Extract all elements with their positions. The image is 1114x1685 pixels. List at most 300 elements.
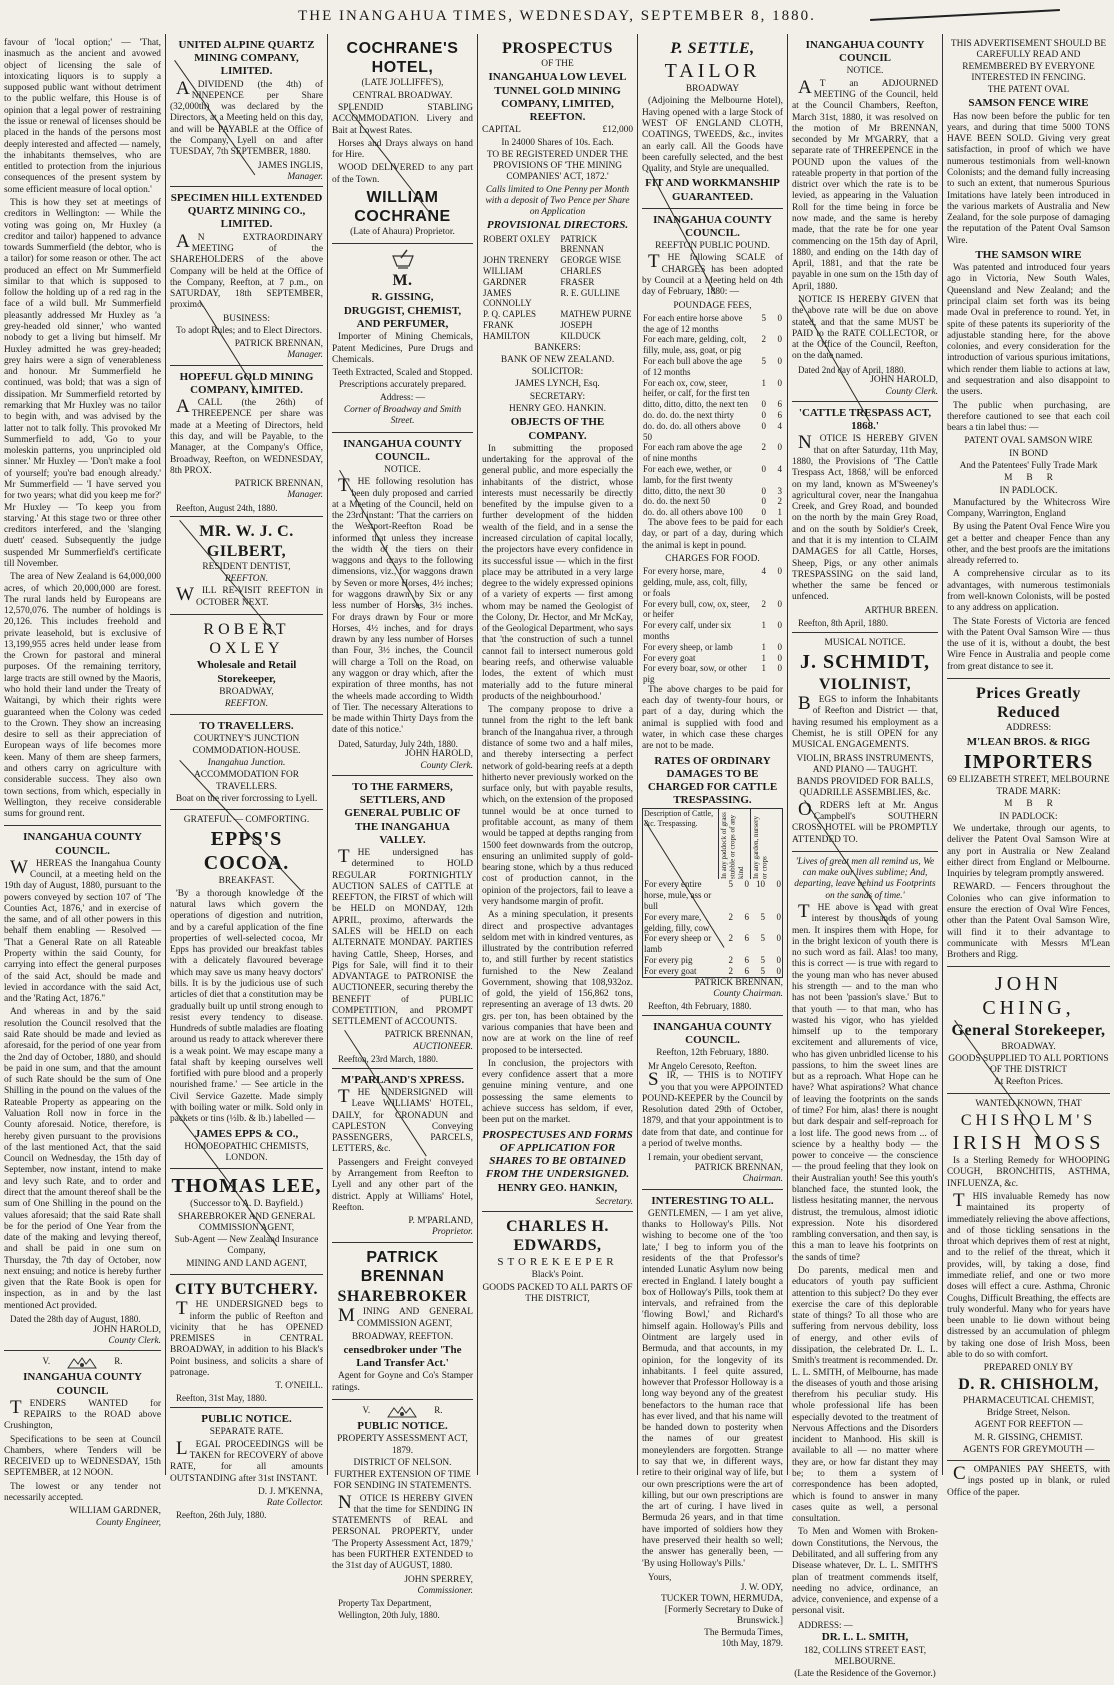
fee-pence: 4 [777, 420, 782, 431]
fee-shillings: 0 [761, 399, 766, 410]
fee-description: For each ox, cow, steer, heifer, or calf, for the first ten [643, 377, 750, 399]
notice-title: PUBLIC NOTICE. [357, 1420, 448, 1433]
fee-description: For each ram above the age of nine months [643, 442, 743, 464]
food-pence: 0 [777, 663, 782, 674]
ad-john-ching [947, 969, 1110, 1093]
fee-pence: 6 [777, 410, 782, 421]
table-row [482, 309, 633, 320]
ad-body: THE UNDERSIGNED will Leave WILLIAMS' HOTEL, DAILY, for CRONADUN and CAPLESTON Conveying PASSENGERS, PARCELS, LETTERS, &c. [332, 1086, 473, 1155]
ad-travellers [170, 717, 323, 810]
notice-body: WHEREAS the Inangahua County Council, at a meeting held on the 19th day of August, 1880, pursuant to the powers conveyed by section 107 of 'The Counties Act, 1876,' and in exercise of the same, and of all other powers in this behalf them enabling — Resolved — 'That a General Rate on all Rateable Property within the said County, for carrying into effect the general purposes of the said Act, should be made and levied in accordance with the said Act, and the 'Rating Act, 1876.'' [4, 856, 161, 1005]
food-pence: 0 [777, 566, 782, 577]
fee-pence: 4 [777, 464, 782, 475]
damage-value: 6 [744, 911, 749, 922]
notice-date: Dated 2nd day of April, 1880. [798, 364, 906, 375]
fees-title: POUNDAGE FEES, [673, 300, 752, 311]
signature-title: Commissioner. [417, 1585, 473, 1596]
ad-transfer: censedbroker under 'The Land Transfer Act.' [343, 1344, 462, 1370]
ad-address-label: ADDRESS: — [798, 1619, 853, 1630]
ad-title: INTERESTING TO ALL. [651, 1194, 774, 1207]
ad-body: Is a Sterling Remedy for WHOOPING COUGH, BRONCHITIS, ASTHMA, INFLUENZA, &c. [947, 1156, 1110, 1189]
table-row [643, 933, 783, 955]
signature-title: (Late of Ahaura) Proprietor. [350, 227, 455, 238]
signature-title: Proprietor. [431, 1227, 473, 1238]
signature-name: DR. L. L. SMITH, [821, 1631, 909, 1644]
ad-title: SPECIMEN HILL EXTENDED QUARTZ MINING CO., LIMITED. [170, 192, 323, 231]
table-row [642, 663, 783, 685]
notice-date: Dated, Saturday, July 24th, 1880. [338, 738, 458, 749]
damages-table [642, 808, 783, 977]
signature-title: County Clerk. [885, 386, 938, 397]
signature-title: County Clerk. [108, 1336, 161, 1347]
ad-title: COCHRANE'S HOTEL, [346, 40, 459, 77]
ad-body: We undertake, through our agents, to deliver the Patent Oval Samson Wire at any port in Australia or New Zealand either direct from England or Melbourne. Inquiries by telegram promptly answered. [947, 823, 1110, 880]
ad-street: 69 ELIZABETH STREET, MELBOURNE [947, 774, 1110, 785]
signature-title: Rate Collector. [266, 1498, 323, 1509]
prospectus-paragraph-4: In conclusion, the projectors with every confidence assert that a more genuine mining venture, and one possessing the same elements to achieve success has seldom, if ever, been put on the market. [482, 1058, 633, 1126]
ad-prepared: PREPARED ONLY BY [983, 1363, 1074, 1374]
secretary-label: SECRETARY: [529, 391, 586, 402]
notice-subtitle: SEPARATE RATE. [209, 1427, 284, 1438]
fee-shillings: 0 [761, 496, 766, 507]
mark-r: R [1046, 799, 1053, 810]
columns [0, 34, 1114, 1680]
notice-body: LEGAL PROCEEDINGS will be TAKEN for RECOVERY of above RATE, for all amounts OUTSTANDING after 31st INSTANT. [170, 1437, 323, 1484]
food-pence: 0 [777, 641, 782, 652]
notice-body-2: And whereas in and by the said resolution the Council resolved that the said Rate should be made and levied as aforesaid, for the period of one year from the 2nd day of October, 1880, and should be paid in one sum, and that the amount of such Rate should be the sum of One Shilling in the pound on the values of the Rateable Property as appearing on the Valuation Roll now in force in the County aforesaid. Notice, therefore, is hereby given pursuant to the provisions of the last mentioned Act, that the said Council on Wednesday, the 15th day of September, now instant, intend to make and levy such Rate, and to order and direct that the amount thereof shall be the sum of One Shilling in the pound on the values aforesaid; that the said Rate shall be for the period of One Year from the date of the making and levying thereof, and shall be paid in one sum on Thursday, the 7th day of October, now next ensuing; and notice is hereby further given that the Rate Book is open for inspection, as in and by the last mentioned Act provided. [4, 1007, 161, 1311]
ad-body-2: Was patented and introduced four years ago in Victoria, New South Wales, Queensland and New Zealand; and the principal claim set forth was its being made Oval in preference to round. Yet, in spite of these patents its superiority of the adjustable standing here, for the above colonies, and every consideration for the introduction of various spurious imitations, which render them liable to actions at law, and sequestration and also disappoint to the users. [947, 263, 1110, 398]
food-pence: 0 [777, 620, 782, 631]
ad-subtitle: STOREKEEPER [497, 1256, 618, 1269]
notice-title: 'CATTLE TRESPASS ACT, 1868.' [798, 407, 932, 433]
notice-separate-rate-meeting [792, 36, 938, 402]
ad-title: EPPS'S COCOA. [203, 828, 290, 875]
ad-maker: D. R. CHISHOLM, [958, 1376, 1099, 1394]
prospectus-footer: PROSPECTUSES AND FORMS OF APPLICATION FOR SHARES TO BE OBTAINED FROM THE UNDERSIGNED. [482, 1128, 633, 1181]
fee-pence: 0 [777, 442, 782, 453]
ad-subtitle: COURTNEY'S JUNCTION COMMODATION-HOUSE. [192, 734, 301, 756]
notice-poundkeeper [642, 1018, 783, 1190]
signature-name: JOHN HAROLD, [93, 1324, 161, 1335]
director-name: WILLIAM GARDNER [483, 266, 527, 287]
signature-name: WILLIAM COCHRANE [354, 188, 451, 226]
notice-title: INANGAHUA COUNTY COUNCIL. [23, 831, 142, 857]
director-name: JOHN TRENERY [483, 255, 550, 266]
fee-shillings: 1 [761, 377, 766, 388]
ad-cochranes-hotel [332, 36, 473, 244]
bankers: BANK OF NEW ZEALAND. [500, 354, 615, 365]
ad-dr-smith [792, 854, 938, 1685]
notice-salutation: Mr Angelo Ceresoto, Reefton. [648, 1060, 757, 1071]
director-name: R. E. GULLINE [560, 287, 620, 298]
notice-subtitle: NOTICE. [384, 464, 421, 475]
ad-holloway-letter [642, 1192, 783, 1654]
ad-body: BEGS to inform the Inhabitants of Reefton and District — that, having resumed his employment as a Chemist, he is still OPEN for any MUSICAL ENGAGEMENTS. [792, 693, 938, 751]
signature-name: J. W. ODY, [740, 1582, 783, 1593]
damages-col-desc: Description of Cattle, &c. Trespassing. [643, 809, 719, 880]
notice-separate-rate [170, 1410, 323, 1524]
ad-charles-edwards [482, 1214, 633, 1309]
signature-line-3: The Bermuda Times, [704, 1627, 783, 1638]
damage-value: 6 [744, 933, 749, 944]
fee-description: do. do. do. the next thirty [643, 410, 734, 421]
ad-prescriptions: Prescriptions accurately prepared. [338, 380, 467, 391]
signature-title: County Chairman. [713, 988, 783, 999]
table-row [643, 879, 783, 911]
trade-mark-letters [947, 473, 1110, 484]
notice-body: NOTICE IS HEREBY GIVEN that on after Saturday, 11th May, 1880, the Provisions of 'The Cattle Trespass Act, 1868,' will be enforced on my land, known as M'Sweeney's agricultural cover, near the Inangahua Creek, and Grey Road, and bounded on the north by the main Grey Road, and on the south by Soldier's Creek, and that it is my intention to CLAIM DAMAGES for all Cattle, Horses, Sheep, Pigs, or any other animals TRESPASSING on the said land, whether the same be fenced or unfenced. [792, 432, 938, 603]
ad-padlock: IN PADLOCK: [999, 811, 1058, 822]
notice-body-2: Specifications to be seen at Council Chambers, where Tenders will be RECEIVED up to WEDNESDAY, 15th SEPTEMBER, at 12 NOON. [4, 1434, 161, 1479]
notice-subtitle: REEFTON PUBLIC POUND. [655, 241, 770, 252]
fee-description: ditto, ditto, ditto, the next ten [643, 399, 748, 410]
damage-description: For every pig [644, 954, 693, 965]
column-2 [165, 34, 327, 1521]
column-7 [942, 34, 1114, 1498]
ad-body: ACALL (the 26th) of THREEPENCE per share was made at a Meeting of Directors, held this day, and will be Payable, to the Manager, at the Company's Office, Broadway, Reefton, on WEDNESDAY, 8th PROX. [170, 396, 323, 476]
table-row [482, 266, 633, 288]
fee-shillings: 0 [761, 464, 766, 475]
ad-label-1: PATENT OVAL SAMSON WIRE [964, 436, 1093, 447]
masthead-title: THE INANGAHUA TIMES, WEDNESDAY, SEPTEMBER 8, 1880. [298, 8, 816, 24]
ad-title: UNITED ALPINE QUARTZ MINING COMPANY, LIMITED. [178, 39, 315, 78]
ad-date: Reefton, August 24th, 1880. [176, 502, 278, 513]
ad-subtitle: (LATE JOLLIFFE'S), [361, 78, 444, 89]
notice-date: Wellington, 20th July, 1880. [338, 1609, 440, 1620]
ad-patrick-brennan [332, 1245, 473, 1400]
ad-title: SAMSON FENCE WIRE [968, 97, 1089, 110]
business-text: To adopt Rules; and to Elect Directors. [176, 325, 322, 336]
fee-description: ditto, ditto, the next 30 [643, 485, 725, 496]
ad-subtitle: BREAKFAST. [218, 876, 275, 887]
notice-body-2: NOTICE IS HEREBY GIVEN that the above rate will be due on above stated, and that the same MUST be PAID to the RATE COLLECTOR, or at the Office of the Council, Reefton, on the date named. [792, 295, 938, 362]
table-row [642, 399, 783, 410]
ad-street: Bridge Street, Nelson. [986, 1407, 1071, 1418]
table-row [642, 486, 783, 497]
food-shillings: 1 [761, 620, 766, 631]
ad-initial: M. [392, 271, 413, 289]
food-shillings: 1 [761, 663, 766, 674]
crest-icon [384, 1405, 420, 1419]
signature-title: Manager. [287, 350, 323, 361]
ad-title: CITY BUTCHERY. [174, 1281, 319, 1299]
ad-title: MR. W. J. C. GILBERT, [199, 523, 294, 560]
ad-body-3: To Men and Women with Broken-down Constitutions, the Nervous, the Debilitated, and all suffering from any Disease whatever, Dr. L. L. SMITH'S plan of treatment commends itself, needing no advice, ordinance, an advice, convenience, and expense of a personal visit. [792, 1527, 938, 1617]
ad-pay-sheets [947, 1463, 1110, 1504]
fee-pence: 0 [777, 356, 782, 367]
ad-agent-label: AGENT FOR REEFTON — [974, 1420, 1083, 1431]
table-row [642, 507, 783, 518]
prospectus-calls: Calls limited to One Penny per Month with a deposit of Two Pence per Share on Application [485, 184, 630, 218]
bankers-label: BANKERS: [534, 342, 581, 353]
signature-title: Manager. [287, 490, 323, 501]
notice-title: INANGAHUA COUNTY COUNCIL [23, 1371, 142, 1397]
food-description: For every bull, cow, ox, steer, or heifer [643, 598, 750, 620]
fee-description: do. do. the next 50 [643, 496, 710, 507]
fee-pence: 0 [777, 312, 782, 323]
royal-arms [363, 1405, 443, 1419]
signature-address: 182, COLLINS STREET EAST, MELBOURNE. [803, 1645, 927, 1667]
fee-pence: 1 [777, 507, 782, 518]
notice-title: INANGAHUA COUNTY COUNCIL. [343, 437, 462, 463]
ad-line-1: SPLENDID STABLING ACCOMMODATION. Livery and Bait at Lowest Rates. [332, 102, 473, 136]
directors-table [482, 234, 633, 342]
table-row [642, 410, 783, 421]
prospectus-paragraph-3: As a mining speculation, it presents direct and prospective advantages seldom met with in kindred ventures, as illustrated by the contribution referred to, and still further by recent statistics furnished to the New Zealand Government, showing that 108,932oz. of gold, the yield of 156,862 tons, representing an average of 13 dwts. 20 grs. per ton, has been obtained by the various companies that have been and now are at work on the line of reef proposed to be intersected. [482, 910, 633, 1056]
food-description: For every calf, under six months [643, 620, 732, 641]
ad-line-2: BANDS PROVIDED FOR BALLS, QUADRILLE ASSEMBLIES, &c. [796, 777, 934, 799]
signature-name: D. J. M'KENNA, [258, 1486, 323, 1497]
signature-line-2: [Formerly Secretary to Duke of Brunswick.] [664, 1605, 783, 1627]
ad-body: THE undersigned has determined to HOLD REGULAR FORTNIGHTLY AUCTION SALES of CATTLE at REEFTON, the FIRST of which will be HELD on MONDAY, 12th APRIL, proximo, afterwards the SALES will be HELD on each ALTERNATE MONDAY. PARTIES having Cattle, Sheep, Horses, and Pigs for Sale, will find it to their ADVANTAGE to PATRONISE the AUCTIONEER, securing thereby the BENEFIT of PUBLIC COMPETITION, and PROMPT SETTLEMENT of ACCOUNTS. [332, 845, 473, 1028]
signature-name: JAMES INGLIS, [257, 160, 323, 171]
ad-patent: THE PATENT OVAL [987, 85, 1070, 96]
notice-date: Reefton, 12th February, 1880. [656, 1048, 769, 1059]
ad-agents-2: AGENTS FOR GREYMOUTH — [962, 1444, 1095, 1455]
damage-value: 5 [760, 954, 765, 965]
notice-body-3: The lowest or any tender not necessarily accepted. [4, 1481, 161, 1504]
food-description: For every goat [643, 652, 696, 663]
food-description: For every boar, sow, or other pig [643, 663, 747, 685]
damage-value: 6 [744, 954, 749, 965]
mark-m: M [1004, 473, 1013, 484]
ad-title: CHARLES H. EDWARDS, [506, 1217, 609, 1254]
damages-col-garden: In any garden, nursery or crops [751, 816, 768, 880]
ad-line-3: ORDERS left at Mr. Angus Campbell's SOUTHERN CROSS HOTEL will be PROMPTLY ATTENDED TO. [792, 798, 938, 845]
ad-label: MUSICAL NOTICE. [824, 637, 906, 648]
royal-v: V. [42, 1356, 51, 1367]
notice-title: INANGAHUA COUNTY COUNCIL [805, 39, 925, 65]
notice-subtitle: NOTICE. [846, 66, 884, 77]
royal-arms [43, 1356, 123, 1370]
notice-date: Reefton, 26th July, 1880. [176, 1510, 267, 1521]
ad-title-2: THE SAMSON WIRE [975, 248, 1082, 261]
ad-street: BROADWAY [685, 84, 740, 95]
ad-body: MINING AND GENERAL COMMISSION AGENT, [338, 1305, 473, 1329]
signature-name: PATRICK BRENNAN, [694, 1163, 783, 1174]
ad-maker-sub: HOMOEOPATHIC CHEMISTS, LONDON. [184, 1141, 309, 1164]
ad-title: ROBERT OXLEY [203, 620, 290, 658]
ad-guarantee: FIT AND WORKMANSHIP GUARANTEED. [645, 177, 780, 203]
table-row [642, 599, 783, 621]
notice-date: Reefton, 4th February, 1880. [648, 1001, 752, 1012]
table-row [642, 653, 783, 664]
ad-title: J. SCHMIDT, [799, 651, 931, 673]
ad-place: REEFTON. [224, 574, 269, 585]
ad-line-1: SHAREBROKER AND GENERAL COMMISSION AGENT, [178, 1211, 315, 1233]
director-name: ROBERT OXLEY [483, 233, 551, 244]
notice-cattle-trespass [792, 404, 938, 633]
notice-department: Property Tax Department, [338, 1598, 432, 1609]
fee-shillings: 5 [761, 312, 766, 323]
notice-extension: FURTHER EXTENSION OF TIME FOR SENDING IN STATEMENTS. [333, 1470, 472, 1492]
ad-hopeful-gold [170, 368, 323, 518]
ad-body: GOODS PACKED TO ALL PARTS OF THE DISTRICT, [482, 1282, 633, 1304]
ad-body: GENTLEMEN, — I am yet alive, thanks to Holloway's Pills. Not wishing to become one of the 'too late,' I beg to inform you of the residents of the that Professor's intended Lunatic Asylum now being erected in England. I lately bought a box of Holloway's Pills, took them at intervals, and refrained from the 'flowing Bowl,' and Richard's himself again. Holloway's Pills and Ointment are largely used in Bermuda, and that accounts, in my opinion, for the longevity of its inhabitants. I feel quite assured, however that Professor Holloway is a long way beyond any of the greatest benefactors to the human race that has ever lived, and that his name will be handed down to posterity when the names of our greatest moneylenders are forgotten. Strange to say that we, in different ways, retire to their original way of life, but our own prescriptions were the art of killing, but our own prescriptions are the art of curing. I have lived in Bermuda 26 years, and in that time have imported of soldiers how they have preserved their health so well; the answer has generally been, — 'By using Holloway's Pills.' [642, 1208, 783, 1569]
damage-description: For every entire horse, mule, ass or bull [644, 879, 712, 911]
letter-close: Yours, [648, 1571, 672, 1582]
notice-date: Reefton, 8th April, 1880. [798, 617, 888, 628]
ad-title: Prices Greatly Reduced [976, 685, 1081, 722]
table-row [642, 378, 783, 400]
directors-title: PROVISIONAL DIRECTORS. [486, 219, 629, 232]
column-4 [477, 34, 637, 1475]
ad-title: DRUGGIST, CHEMIST, AND PERFUMER, [343, 304, 462, 331]
ad-maker-sub: PHARMACEUTICAL CHEMIST, [962, 1395, 1095, 1406]
notice-public-pound [642, 211, 783, 1016]
royal-r: R. [434, 1405, 443, 1416]
ad-body-2: Do parents, medical men and educators of youth pay sufficient attention to this subject? Do they ever exercise the care of this deplorable state of things? To all those who are suffering from nervous debility, loss of energy, and other evils of dissipation, the celebrated Dr. L. L. Smith's treatment is recommended. Dr. L. L. SMITH, of Melbourne, has made the diseases of youth and those arising therefrom his peculiar study. His whole professional life has been especially devoted to the treatment of Nervous Affections and the Disorders incident to Manhood. His skill is available to all — no matter where they are, or how far distant they may be; to them a system of correspondence has been adopted, which is found to answer in many cases quite as well, a personal consultation. [792, 1265, 938, 1525]
paragraph-local-option: favour of 'local option;' — 'That, inasmuch as the ancient and avowed object of licensing the sale of intoxicating liquors is to supply a supposed public want without detriment to the public welfare, this House is of opinion that a legal power of restraining the issue or renewal of licenses should be placed in the hands of the persons most deeply interested and affected — namely, the inhabitants themselves, who are entitled to protection from the injurious consequences of the present system by some efficient measure of local option.' [4, 38, 161, 195]
ad-schmidt-violinist [792, 635, 938, 852]
ad-tag: GRATEFUL — COMFORTING. [183, 815, 310, 826]
ad-mlean-bros [947, 681, 1110, 967]
ad-irish-moss [947, 1096, 1110, 1461]
damage-value: 0 [776, 933, 781, 944]
ad-settle-tailor [642, 36, 783, 209]
trade-mark-letters [947, 799, 1110, 810]
ad-cattle-auctions [332, 778, 473, 1069]
signature-name: T. O'NEILL. [275, 1381, 323, 1392]
signature-name: P. M'PARLAND, [408, 1216, 473, 1227]
fee-shillings: 0 [761, 507, 766, 518]
ad-name: R. GISSING, [371, 290, 434, 303]
damage-value: 2 [728, 954, 733, 965]
damage-value: 5 [728, 879, 733, 890]
ad-title-2: IRISH MOSS [952, 1132, 1105, 1155]
food-note: The above charges to be paid for each day of twenty-four hours, or part of a day, during which the animal is supplied with food and water, in which case these charges are not to be made. [642, 684, 783, 752]
ad-street: BROADWAY, [219, 686, 274, 697]
fee-pence: 3 [777, 485, 782, 496]
damages-title: RATES OF ORDINARY DAMAGES TO BE CHARGED FOR CATTLE TRESPASSING. [647, 754, 778, 807]
ad-firm: M'LEAN BROS. & RIGG [966, 735, 1091, 748]
table-row [482, 255, 633, 266]
ad-agent: Agent for Goyne and Co's Stamper ratings. [332, 1371, 473, 1393]
table-row [642, 442, 783, 464]
table-row [642, 566, 783, 598]
column-1 [0, 34, 165, 1528]
prospectus-capital [482, 125, 633, 136]
ad-line-3: WOOD DELIVERED to any part of the Town. [332, 163, 473, 185]
ad-reward: REWARD. — Fencers throughout the Colonies who can give information to ensure the erection of Oval Wire Fences, other than the Patent Oval Samson Wire, will find it to their advantage to communicate with Messrs M'Lean Brothers and Rigg. [947, 882, 1110, 961]
crest-icon [64, 1356, 100, 1370]
notice-title: PUBLIC NOTICE. [201, 1413, 292, 1426]
ad-body: 'By a thorough knowledge of the natural laws which govern the operations of digestion and nutrition, and by a careful application of the fine properties of well-selected cocoa, Mr Epps has provided our breakfast tables with a delicately flavoured beverage which may save us many heavy doctors' bills. It is by the judicious use of such articles of diet that a constitution may be gradually built up until strong enough to resist every tendency to disease. Hundreds of subtle maladies are floating around us ready to attack wherever there is a weak point. We may escape many a fatal shaft by keeping ourselves well fortified with pure blood and a properly nourished frame.' — See article in the Civil Service Gazette. Made simply with boiling water or milk. Sold only in packets or tins (½lb. & lb.) labelled — [170, 888, 323, 1125]
director-name: FRANK HAMILTON [483, 320, 531, 341]
ad-body: THE above is read with great interest by thousands of young men. It inspires them with Hope, for in the bright lexicon of youth there is no such word as fail. Alas! too many, this is correct — is true with regard to the young man who has never abused his strength — and to the man who has not been 'passion's slave.' But to that youth — to that man, who has wasted his vigor, who has yielded himself up to the temporary excitement and allurements of vice, who has given unbridled license to his passions, to him the sweet lines are but as a reproach. What Hope can he have? What aspirations? What chance of leaving the footprints on the sands of time? For him, alas! there is nought but dark despair and self-reproach for a lost life. The good news from ... of science by a healthy body — the power to conceive — the conscience — the proud feeling that they look on their Australian youth! See this youth's blanched face, the stunted look, the listless hesitating manner, the nervous distrust, the tremulous, almost idiotic expression. Note his disordered rambling conversation, and then say, is this a man to leave his footprints on the sands of time? [792, 900, 938, 1263]
ad-line-2: Sub-Agent — New Zealand Insurance Company, [174, 1235, 319, 1257]
ad-address-label: Address: — [379, 392, 426, 403]
ad-padlock: IN PADLOCK. [999, 485, 1058, 496]
signature-title: Chairman. [742, 1174, 783, 1185]
damages-col-paddock: In any paddock of grass stubble or crops of any kind [719, 812, 745, 880]
director-name: JAMES CONNOLLY [483, 287, 532, 309]
ad-title: PATRICK BRENNAN [360, 1248, 445, 1285]
notice-general-rate [4, 828, 161, 1351]
food-pence: 0 [777, 652, 782, 663]
ad-agent: M. R. GISSING, CHEMIST. [974, 1432, 1083, 1443]
table-row [482, 320, 633, 342]
notice-body: NOTICE IS HEREBY GIVEN that the time for SENDING IN STATEMENTS of REAL and PERSONAL PROPERTY, under 'The Property Assessment Act, 1879,' has been FURTHER EXTENDED to the 31st day of AUGUST, 1880. [332, 1491, 473, 1572]
table-row [482, 234, 633, 256]
director-name: PATRICK BRENNAN [560, 233, 604, 255]
ad-label-3: And the Patentees' Fully Trade Mark [959, 460, 1098, 471]
notice-title: INANGAHUA COUNTY COUNCIL. [653, 1020, 772, 1047]
signature-title: Manager. [287, 171, 323, 182]
fee-pence: 0 [777, 334, 782, 345]
ad-title: JOHN CHING, [982, 973, 1075, 1020]
ad-line-3: MINING AND LAND AGENT, [186, 1258, 307, 1269]
food-shillings: 1 [761, 641, 766, 652]
table-row [643, 955, 783, 966]
signature-name: WILLIAM GARDNER, [69, 1506, 161, 1517]
food-title: CHARGES FOR FOOD. [665, 553, 760, 564]
notice-body: THE following resolution has been duly proposed and carried at a Meeting of the Council, held on the 23rd instant: 'That the carriers on the Westport-Reefton Road be informed that unless they increase the width of the tiers on their waggons and drays to the following dimensions, viz., for waggons drawn by Seven or more Horses, 4½ inches; for waggons drawn by Six or any less number of Horses, 3½ inches. For drays drawn by Four or more Horses, 4½ inches, and for drays drawn by any less number of Horses than Four, 3½ inches, the Council will charge a Toll on the Road, on any waggon or dray which, after the expiration of three months, has not the wheels made according to Width of Tier. The necessary Alterations to be made within Thirty Days from the date of this notice.' [332, 475, 473, 736]
ad-body-4: By using the Patent Oval Fence Wire you get a better and cheaper Fence than any other, and the best proofs are the imitations already referred to. [947, 522, 1110, 567]
masthead [0, 8, 1114, 34]
prospectus-paragraph-2: The company propose to drive a tunnel from the right to the left bank branch of the Inangahua river, a through distance of some two and a half miles, and thereby intersecting a perfect network of gold-bearing reefs at a depth hitherto never previously worked on the surface only, but with payable results, which, on the extension of the proposed tunnel would be at once turned to profitable account, as many of them would be tapped at depths ranging from 1500 feet downwards from the outcrop, ensuring an unlimited supply of gold-bearing stone, which by a thus reduced cost of production cannot, in the opinion of the projectors, fail to leave a very handsome margin of profit. [482, 705, 633, 907]
director-name: MATHEW PURNE [560, 309, 632, 320]
damage-value: 0 [744, 879, 749, 890]
ad-street: BROADWAY. [1001, 1041, 1056, 1052]
ad-subtitle: TAILOR [664, 60, 761, 83]
food-table [642, 566, 783, 685]
solicitor: JAMES LYNCH, Esq. [515, 379, 600, 390]
ad-subtitle: VIOLINIST, [818, 676, 912, 693]
notice-act: PROPERTY ASSESSMENT ACT, 1879. [337, 1434, 468, 1456]
ad-address-label: ADDRESS: [1005, 723, 1052, 734]
ad-body: AN EXTRAORDINARY MEETING of the SHAREHOLDERS of the above Company will be held at the Office of the Company, Reefton, at 7 p.m., on SATURDAY, 18th SEPTEMBER, proximo. [170, 230, 323, 311]
table-row [643, 966, 783, 977]
ad-body-2: Passengers and Freight conveyed by Arrangement from Reefton to Lyell and any other part of the district. Apply at Williams' Hotel, Reefton. [332, 1157, 473, 1213]
ad-robert-oxley [170, 617, 323, 715]
business-label: BUSINESS: [223, 313, 270, 324]
ad-gissing-chemist [332, 246, 473, 433]
fee-description: For each mare, gelding, colt, filly, mule, ass, goat, or pig [643, 334, 747, 356]
column-3 [327, 34, 477, 1620]
signature-title: AUCTIONEER. [413, 1041, 473, 1052]
notice-waggon-tiers [332, 435, 473, 776]
table-row [642, 313, 783, 335]
ad-body-6: The State Forests of Victoria are fenced with the Patent Oval Samson Wire — thus the use of it is, without a doubt, the best Wire Fence in Australia and people come from great distance to see it. [947, 616, 1110, 672]
fees-note: The above fees to be paid for each day, or part of a day, during which the animal is kept in pound. [642, 518, 783, 551]
notice-body: THE following SCALE of CHARGES has been adopted by Council at a Meeting held on 4th day of February, 1880: — [642, 251, 783, 298]
damage-value: 6 [744, 965, 749, 976]
ad-body: THE UNDERSIGNED begs to inform the public of Reefton and vicinity that he has OPENED PREMISES in CENTRAL BROADWAY, in addition to his Black's Point business, and solicits a share of patronage. [170, 1298, 323, 1378]
ad-title: P. SETTLE, [670, 40, 755, 57]
notice-body: TENDERS WANTED for REPAIRS to the ROAD above Crushington, [4, 1396, 161, 1432]
signature-note: (Late the Residence of the Governor.) [794, 1669, 936, 1680]
ad-subtitle: SHAREBROKER [337, 1288, 468, 1306]
royal-r: R. [114, 1356, 123, 1367]
masthead-scribble [870, 9, 1060, 21]
table-row [642, 421, 783, 443]
notice-district: DISTRICT OF NELSON. [353, 1457, 452, 1468]
ad-body: Has now been before the public for ten years, and during that time 5000 TONS HAVE BEEN SOLD. Giving very great satisfaction, in proof of which we have numerous testimonials from well-known Colonists; and the demand fully increasing to such an extent, that numerous Spurious Imitations have lately been introduced in the various markets of Australia and New Zealand, for the sole purpose of damaging the reputation of the Patent Oval Samson Wire. [947, 111, 1110, 246]
ad-specimen-hill [170, 189, 323, 366]
ad-title: HOPEFUL GOLD MINING COMPANY, LIMITED. [179, 370, 314, 396]
notice-title: INANGAHUA COUNTY COUNCIL. [653, 213, 772, 239]
ad-maker: JAMES EPPS & CO., [194, 1127, 299, 1140]
ad-body-3: The public when purchasing, are therefore cautioned to see that each coil bears a tin label thus: — [947, 400, 1110, 434]
signature-line-1: TUCKER TOWN, HERMUDA, [660, 1593, 783, 1604]
ad-subtitle: (Successor to A. D. Bayfield.) [190, 1199, 303, 1210]
damage-value: 0 [776, 965, 781, 976]
fee-shillings: 0 [761, 420, 766, 431]
ad-teeth: Teeth Extracted, Scaled and Stopped. [332, 368, 473, 379]
ad-title: M'PARLAND'S XPRESS. [340, 1073, 465, 1086]
mark-r: R [1046, 473, 1053, 484]
